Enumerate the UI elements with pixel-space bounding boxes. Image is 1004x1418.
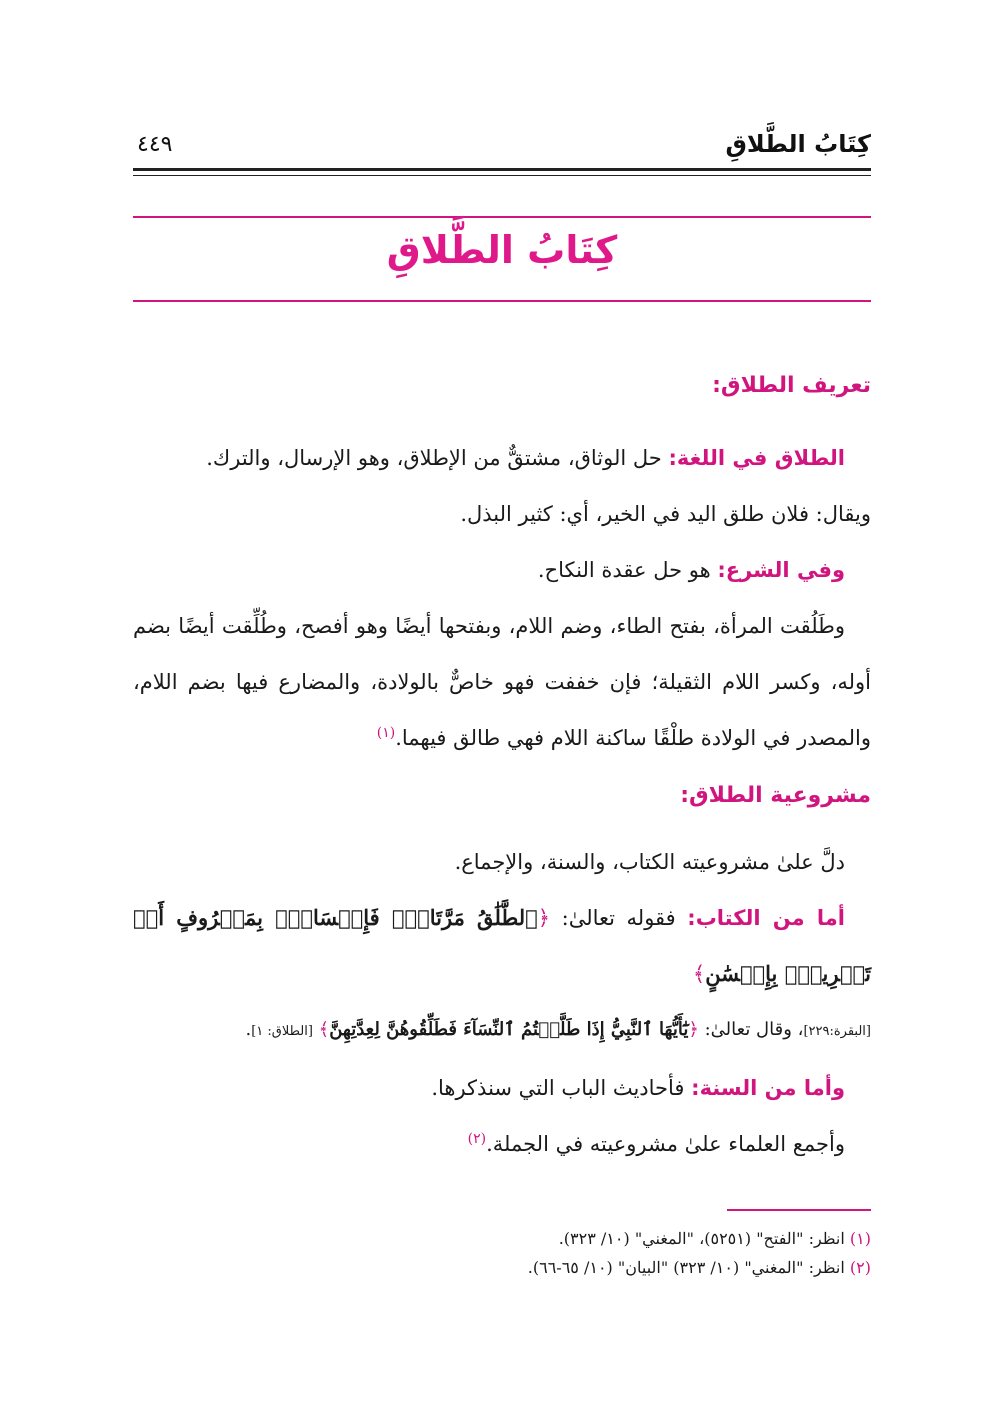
sunnah-evidence	[133, 1060, 871, 1116]
lang-definition	[133, 430, 871, 486]
definition-heading: تعريف الطلاق:	[712, 373, 871, 398]
header-rule-thin	[133, 175, 871, 176]
header-rule-thick	[133, 168, 871, 171]
footnote-2	[133, 1253, 871, 1282]
body-text	[133, 362, 871, 1172]
chapter-title: كِتَابُ الطَّلاقِ	[386, 228, 618, 272]
legitimacy-heading: مشروعية الطلاق:	[680, 783, 871, 808]
shar-definition	[133, 542, 871, 598]
verse-1-ref: [البقرة:٢٢٩]	[803, 1024, 871, 1039]
running-title: كِتَابُ الطَّلاقِ	[725, 130, 871, 158]
legitimacy-intro: دلَّ علىٰ مشروعيته الكتاب، والسنة، والإجماع.	[454, 850, 845, 874]
shar-text: هو حل عقدة النكاح.	[537, 558, 711, 582]
book-evidence	[133, 890, 871, 1002]
footnotes	[133, 1224, 871, 1282]
verse-2: يَٰٓأَيُّهَا ٱلنَّبِيُّ إِذَا طَلَّقۡتُمُ ٱلنِّسَآءَ فَطَلِّقُوهُنَّ لِعِدَّتِهِنَّ	[329, 1019, 689, 1040]
ijma-text: وأجمع العلماء علىٰ مشروعيته في الجملة.	[486, 1132, 845, 1156]
lang-lead: الطلاق في اللغة:	[668, 446, 845, 470]
footnote-ref-1[interactable]: (١)	[376, 725, 396, 741]
linguistic-paragraph	[133, 598, 871, 766]
footnote-separator	[727, 1209, 871, 1211]
verse2-open-bracket: ﴿	[688, 1019, 699, 1040]
lang-text: حل الوثاق، مشتقٌّ من الإطلاق، وهو الإرسال، والترك.	[206, 446, 662, 470]
chapter-rule-top	[133, 216, 871, 218]
footnote-1-number: (١)	[849, 1229, 871, 1248]
lang-text-2: ويقال: فلان طلق اليد في الخير، أي: كثير البذل.	[460, 502, 871, 526]
sunnah-lead: وأما من السنة:	[691, 1076, 845, 1100]
book-text-2: ، وقال تعالىٰ:	[704, 1019, 804, 1040]
verse-2-ref: [الطلاق: ١]	[251, 1024, 313, 1039]
page	[133, 0, 871, 1418]
book-evidence-2	[133, 1002, 871, 1060]
footnote-1	[133, 1224, 871, 1253]
verse2-close-bracket: ﴾	[318, 1019, 330, 1040]
running-header	[133, 118, 871, 168]
chapter-rule-bottom	[133, 300, 871, 302]
verse-1: ٱلطَّلَٰقُ مَرَّتَانِۖ فَإِمۡسَاكُۢ بِمَعۡرُوفٍ أَوۡ تَسۡرِيحُۢ بِإِحۡسَٰنٍ	[133, 905, 871, 986]
page-number: ٤٤٩	[137, 132, 173, 157]
ijma-evidence	[133, 1116, 871, 1172]
shar-lead: وفي الشرع:	[717, 558, 845, 582]
end-dot: .	[245, 1019, 252, 1040]
footnote-2-number: (٢)	[849, 1258, 871, 1277]
verse1-close-bracket: ﴾	[692, 962, 706, 986]
book-text: فقوله تعالىٰ:	[561, 906, 676, 930]
footnote-1-text: انظر: "الفتح" (٥٢٥١)، "المغني" (١٠/ ٣٢٣).	[558, 1229, 845, 1248]
sunnah-text: فأحاديث الباب التي سنذكرها.	[431, 1076, 685, 1100]
verse1-open-bracket: ﴿	[537, 906, 551, 930]
footnote-2-text: انظر: "المغني" (١٠/ ٣٢٣) "البيان" (١٠/ ٦٥-٦٦).	[527, 1258, 845, 1277]
book-lead: أما من الكتاب:	[687, 906, 845, 930]
linguistic-paragraph-text: وطَلُقت المرأة، بفتح الطاء، وضم اللام، وبفتحها أيضًا وهو أفصح، وطُلِّقت أيضًا بضم أوله، وكسر اللام الثقيلة؛ فإن خففت فهو خاصٌّ بالولادة، والمضارع فيها بضم اللام، والمصدر في الولادة طلْقًا ساكنة اللام فهي طالق فيهما.	[133, 614, 871, 750]
footnote-ref-2[interactable]: (٢)	[467, 1131, 487, 1147]
